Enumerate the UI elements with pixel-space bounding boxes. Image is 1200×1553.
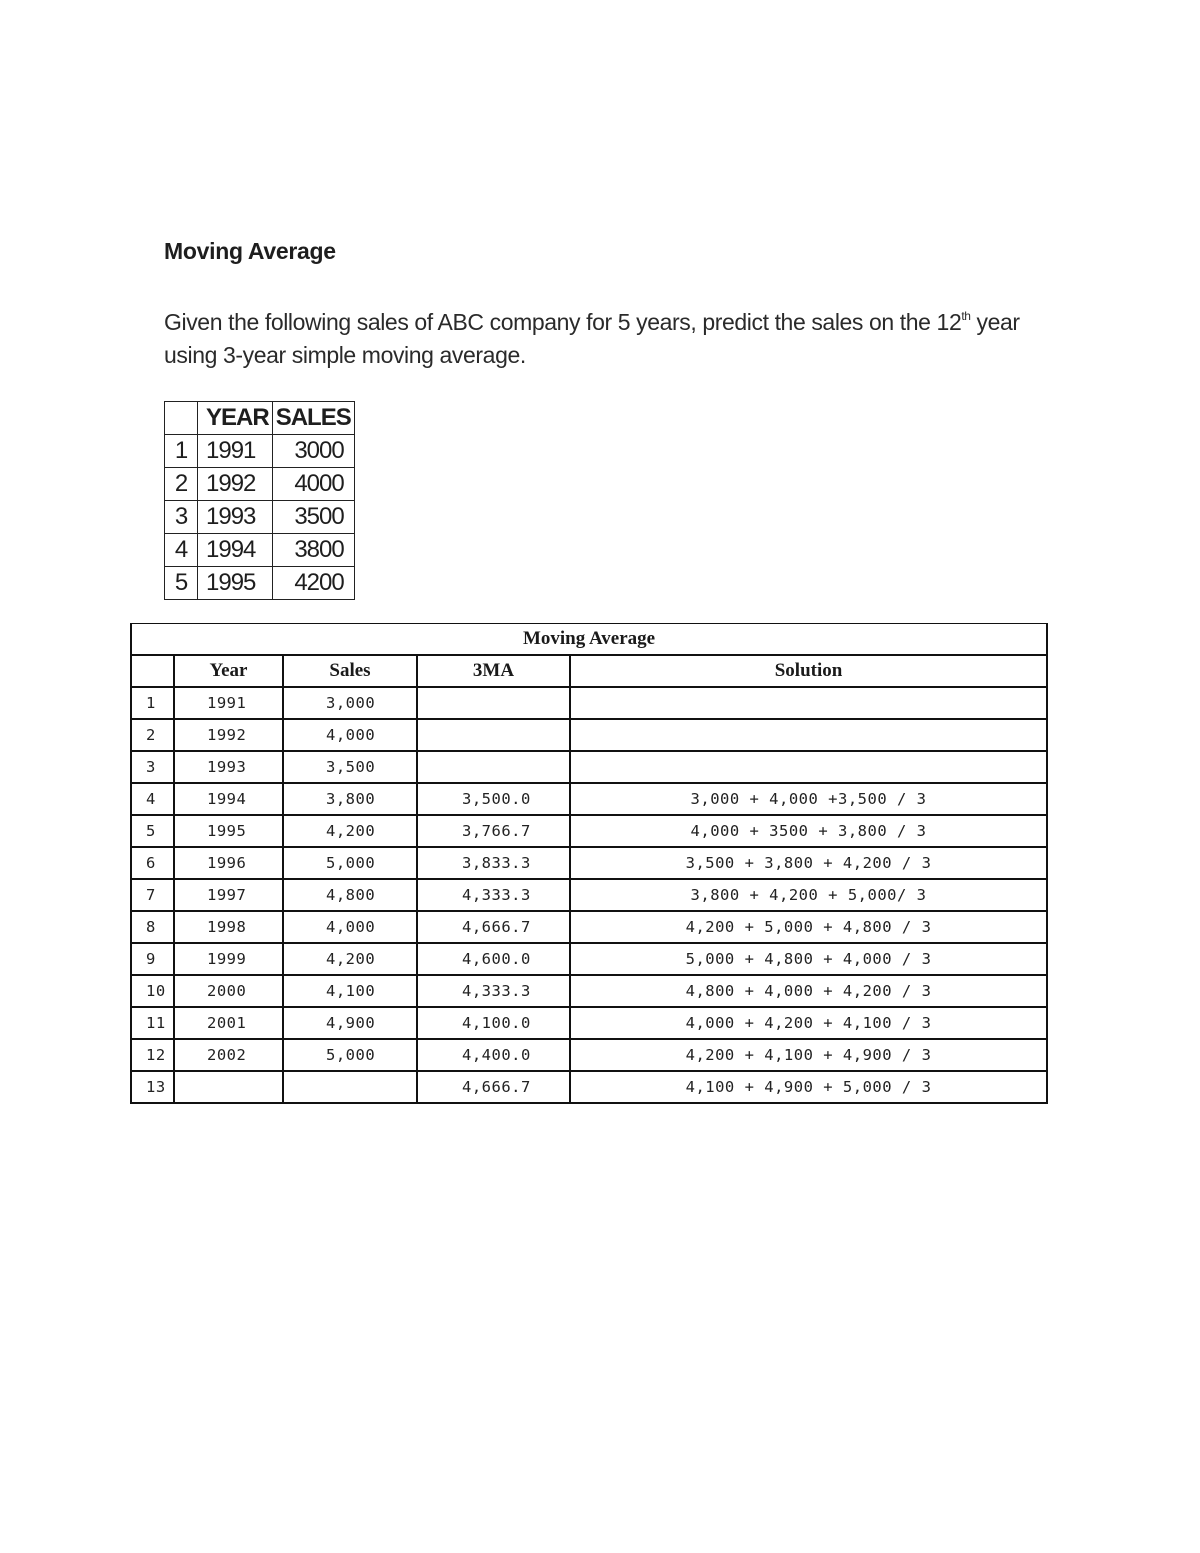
- table-row: [131, 719, 1047, 751]
- table-row: [131, 1007, 1047, 1039]
- ma-cell-year: 1991: [174, 687, 283, 719]
- moving-average-table: [130, 623, 1048, 1104]
- ma-cell-index: 8: [131, 911, 174, 943]
- ma-cell-3ma: 4,666.7: [417, 1071, 570, 1103]
- given-header-index: [165, 402, 198, 435]
- ma-cell-sales: [283, 1071, 417, 1103]
- ma-header-sales: Sales: [283, 655, 417, 687]
- ma-cell-index: 2: [131, 719, 174, 751]
- ma-cell-year: 1998: [174, 911, 283, 943]
- table-row: [165, 567, 355, 600]
- ma-caption-row: [131, 624, 1047, 656]
- table-row: [165, 501, 355, 534]
- ma-cell-solution: 3,000 + 4,000 +3,500 / 3: [570, 783, 1047, 815]
- table-row: [131, 911, 1047, 943]
- table-row: [131, 687, 1047, 719]
- given-cell-sales: 4200: [272, 567, 354, 600]
- ma-table-body: [131, 687, 1047, 1103]
- ma-cell-sales: 4,200: [283, 815, 417, 847]
- ma-cell-year: 1996: [174, 847, 283, 879]
- given-header-row: [165, 402, 355, 435]
- table-row: [131, 1039, 1047, 1071]
- ma-cell-3ma: 3,766.7: [417, 815, 570, 847]
- given-sales-table: [164, 401, 355, 600]
- ordinal-suffix: th: [961, 309, 971, 323]
- ma-cell-solution: 4,000 + 3500 + 3,800 / 3: [570, 815, 1047, 847]
- ma-cell-solution: 4,100 + 4,900 + 5,000 / 3: [570, 1071, 1047, 1103]
- table-row: [131, 943, 1047, 975]
- ma-cell-solution: 4,200 + 4,100 + 4,900 / 3: [570, 1039, 1047, 1071]
- ma-cell-index: 10: [131, 975, 174, 1007]
- given-cell-year: 1993: [198, 501, 273, 534]
- given-cell-sales: 3000: [272, 435, 354, 468]
- ma-cell-year: 2000: [174, 975, 283, 1007]
- table-row: [131, 751, 1047, 783]
- given-cell-index: 4: [165, 534, 198, 567]
- ma-cell-index: 13: [131, 1071, 174, 1103]
- table-row: [131, 783, 1047, 815]
- ma-header-3ma: 3MA: [417, 655, 570, 687]
- ma-cell-sales: 3,800: [283, 783, 417, 815]
- ma-cell-index: 3: [131, 751, 174, 783]
- given-header-sales: SALES: [272, 402, 354, 435]
- given-cell-index: 1: [165, 435, 198, 468]
- ma-cell-3ma: 4,400.0: [417, 1039, 570, 1071]
- table-row: [131, 847, 1047, 879]
- given-cell-year: 1995: [198, 567, 273, 600]
- table-row: [165, 534, 355, 567]
- ma-cell-3ma: [417, 687, 570, 719]
- ma-cell-index: 12: [131, 1039, 174, 1071]
- table-row: [131, 1071, 1047, 1103]
- given-cell-index: 3: [165, 501, 198, 534]
- ma-cell-index: 11: [131, 1007, 174, 1039]
- ma-cell-sales: 4,800: [283, 879, 417, 911]
- ma-cell-3ma: 4,100.0: [417, 1007, 570, 1039]
- given-cell-sales: 3500: [272, 501, 354, 534]
- ma-cell-sales: 5,000: [283, 1039, 417, 1071]
- ma-cell-year: 1992: [174, 719, 283, 751]
- given-cell-year: 1994: [198, 534, 273, 567]
- ma-cell-index: 4: [131, 783, 174, 815]
- table-row: [131, 879, 1047, 911]
- ma-cell-sales: 4,000: [283, 911, 417, 943]
- ma-header-year: Year: [174, 655, 283, 687]
- ma-cell-sales: 4,900: [283, 1007, 417, 1039]
- ma-cell-solution: 3,500 + 3,800 + 4,200 / 3: [570, 847, 1047, 879]
- ma-cell-3ma: 4,600.0: [417, 943, 570, 975]
- problem-statement: [164, 306, 1044, 372]
- given-header-year: YEAR: [198, 402, 273, 435]
- ma-cell-3ma: [417, 719, 570, 751]
- ma-cell-year: 1994: [174, 783, 283, 815]
- ma-cell-3ma: 3,500.0: [417, 783, 570, 815]
- given-cell-year: 1991: [198, 435, 273, 468]
- given-cell-year: 1992: [198, 468, 273, 501]
- given-cell-sales: 4000: [272, 468, 354, 501]
- ma-caption: Moving Average: [131, 624, 1047, 656]
- ma-cell-sales: 4,100: [283, 975, 417, 1007]
- ma-cell-sales: 4,000: [283, 719, 417, 751]
- ma-cell-year: [174, 1071, 283, 1103]
- table-row: [165, 468, 355, 501]
- ma-cell-3ma: 4,333.3: [417, 879, 570, 911]
- ma-cell-index: 1: [131, 687, 174, 719]
- ma-cell-solution: 4,000 + 4,200 + 4,100 / 3: [570, 1007, 1047, 1039]
- ma-cell-index: 5: [131, 815, 174, 847]
- ma-cell-sales: 3,500: [283, 751, 417, 783]
- ma-cell-3ma: [417, 751, 570, 783]
- ma-cell-3ma: 4,333.3: [417, 975, 570, 1007]
- ma-cell-sales: 5,000: [283, 847, 417, 879]
- ma-cell-year: 1999: [174, 943, 283, 975]
- ma-cell-year: 1993: [174, 751, 283, 783]
- given-cell-sales: 3800: [272, 534, 354, 567]
- section-heading: Moving Average: [164, 238, 336, 264]
- ma-cell-sales: 4,200: [283, 943, 417, 975]
- ma-cell-solution: [570, 687, 1047, 719]
- ma-cell-solution: 4,200 + 5,000 + 4,800 / 3: [570, 911, 1047, 943]
- ma-header-row: [131, 655, 1047, 687]
- ma-cell-solution: [570, 751, 1047, 783]
- ma-header-solution: Solution: [570, 655, 1047, 687]
- given-cell-index: 2: [165, 468, 198, 501]
- ma-cell-sales: 3,000: [283, 687, 417, 719]
- ma-cell-3ma: 3,833.3: [417, 847, 570, 879]
- ma-cell-index: 9: [131, 943, 174, 975]
- given-table-body: [165, 435, 355, 600]
- problem-text-end: year using 3-year simple moving average.: [164, 309, 1020, 368]
- ma-header-index: [131, 655, 174, 687]
- table-row: [131, 815, 1047, 847]
- ma-cell-year: 1997: [174, 879, 283, 911]
- ma-cell-index: 6: [131, 847, 174, 879]
- ma-cell-index: 7: [131, 879, 174, 911]
- ma-cell-solution: 4,800 + 4,000 + 4,200 / 3: [570, 975, 1047, 1007]
- ma-cell-solution: 5,000 + 4,800 + 4,000 / 3: [570, 943, 1047, 975]
- problem-text: Given the following sales of ABC company for 5 years, predict the sales on the 12: [164, 309, 962, 335]
- ma-cell-solution: 3,800 + 4,200 + 5,000/ 3: [570, 879, 1047, 911]
- ma-cell-year: 2001: [174, 1007, 283, 1039]
- table-row: [131, 975, 1047, 1007]
- table-row: [165, 435, 355, 468]
- ma-cell-3ma: 4,666.7: [417, 911, 570, 943]
- ma-cell-year: 2002: [174, 1039, 283, 1071]
- ma-cell-solution: [570, 719, 1047, 751]
- given-cell-index: 5: [165, 567, 198, 600]
- ma-cell-year: 1995: [174, 815, 283, 847]
